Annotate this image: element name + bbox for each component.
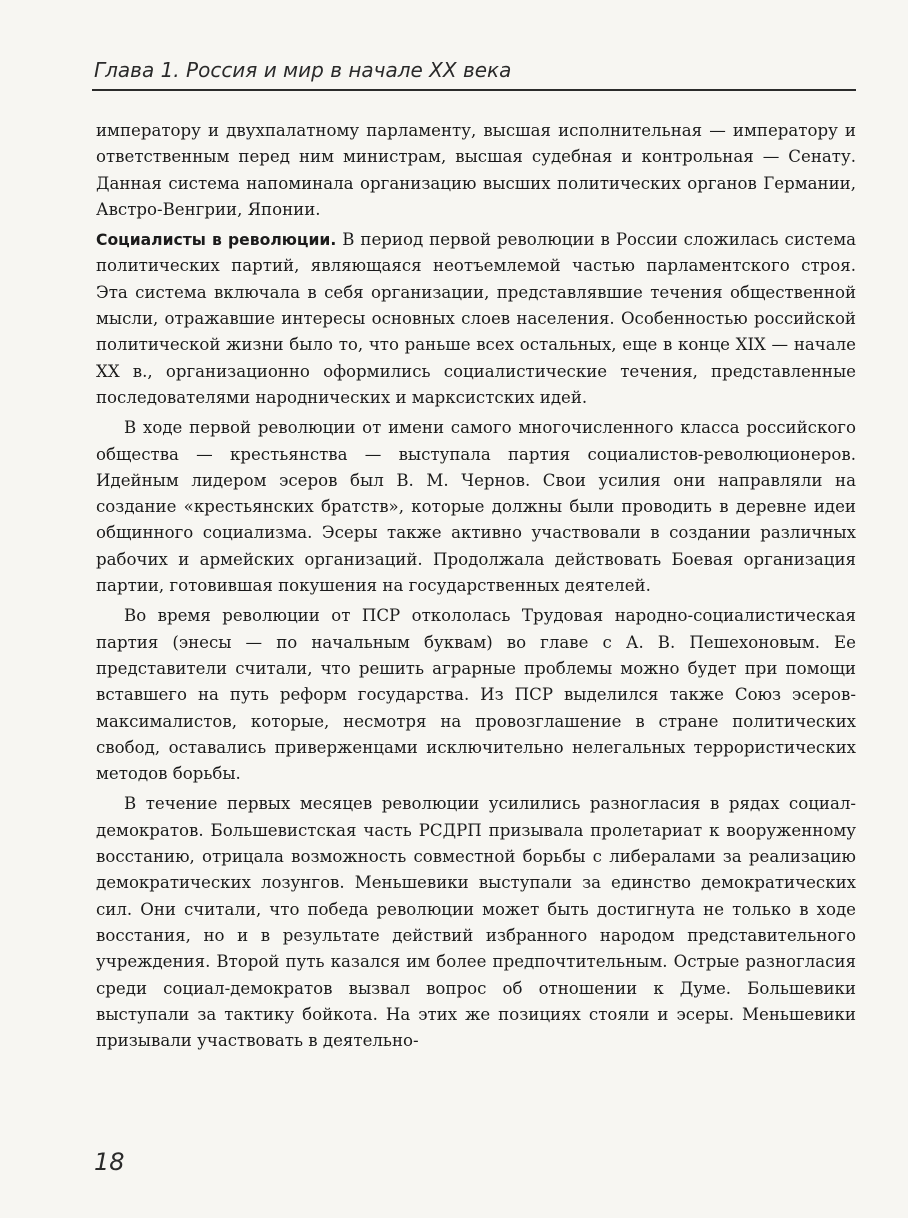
chapter-header: Глава 1. Россия и мир в начале XX века xyxy=(94,58,512,82)
page-body xyxy=(96,118,856,1054)
paragraph-2 xyxy=(96,227,856,411)
page-number: 18 xyxy=(94,1148,125,1176)
paragraph-3: В ходе первой революции от имени самого многочисленного класса российского общества — крестьянства — выступала партия социалистов-революционеров. Идейным лидером эсеров был В. М. Чернов. Свои усилия они направляли на создание «крестьянских братств», которые должны были проводить в деревне идеи общинного социализма. Эсеры также активно участвовали в создании различных рабочих и армейских организаций. Продолжала действовать Боевая организация партии, готовившая покушения на государственных деятелей. xyxy=(96,418,856,596)
paragraph-4: Во время революции от ПСР откололась Трудовая народно-социалистическая партия (энесы — по начальным буквам) во главе с А. В. Пешехоновым. Ее представители считали, что решить аграрные проблемы можно будет при помощи вставшего на путь реформ государства. Из ПСР выделился также Союз эсеров-максималистов, которые, несмотря на провозглашение в стране политических свобод, оставались приверженцами исключительно нелегальных террористических методов борьбы. xyxy=(96,606,856,784)
header-divider xyxy=(92,89,856,91)
paragraph-1: императору и двухпалатному парламенту, высшая исполнительная — императору и ответственным перед ним министрам, высшая судебная и контрольная — Сенату. Данная система напоминала организацию высших политических органов Германии, Австро-Венгрии, Японии. xyxy=(96,121,856,219)
section-heading: Социалисты в революции. xyxy=(96,231,337,250)
paragraph-2-text: В период первой революции в России сложилась система политических партий, являющаяся неотъемлемой частью парламентского строя. Эта система включала в себя организации, представлявшие течения общественной мысли, отражавшие интересы основных слоев населения. Особенностью российской политической жизни было то, что раньше всех остальных, еще в конце XIX — начале XX в., организационно оформились социалистические течения, представленные последователями народнических и марксистских идей. xyxy=(96,230,856,407)
paragraph-5: В течение первых месяцев революции усилились разногласия в рядах социал-демократов. Большевистская часть РСДРП призывала пролетариат к вооруженному восстанию, отрицала возможность совместной борьбы с либералами за реализацию демократических лозунгов. Меньшевики выступали за единство демократических сил. Они считали, что победа революции может быть достигнута не только в ходе восстания, но и в результате действий избранного народом представительного учреждения. Второй путь казался им более предпочтительным. Острые разногласия среди социал-демократов вызвал вопрос об отношении к Думе. Большевики выступали за тактику бойкота. На этих же позициях стояли и эсеры. Меньшевики призывали участвовать в деятельно- xyxy=(96,794,856,1051)
